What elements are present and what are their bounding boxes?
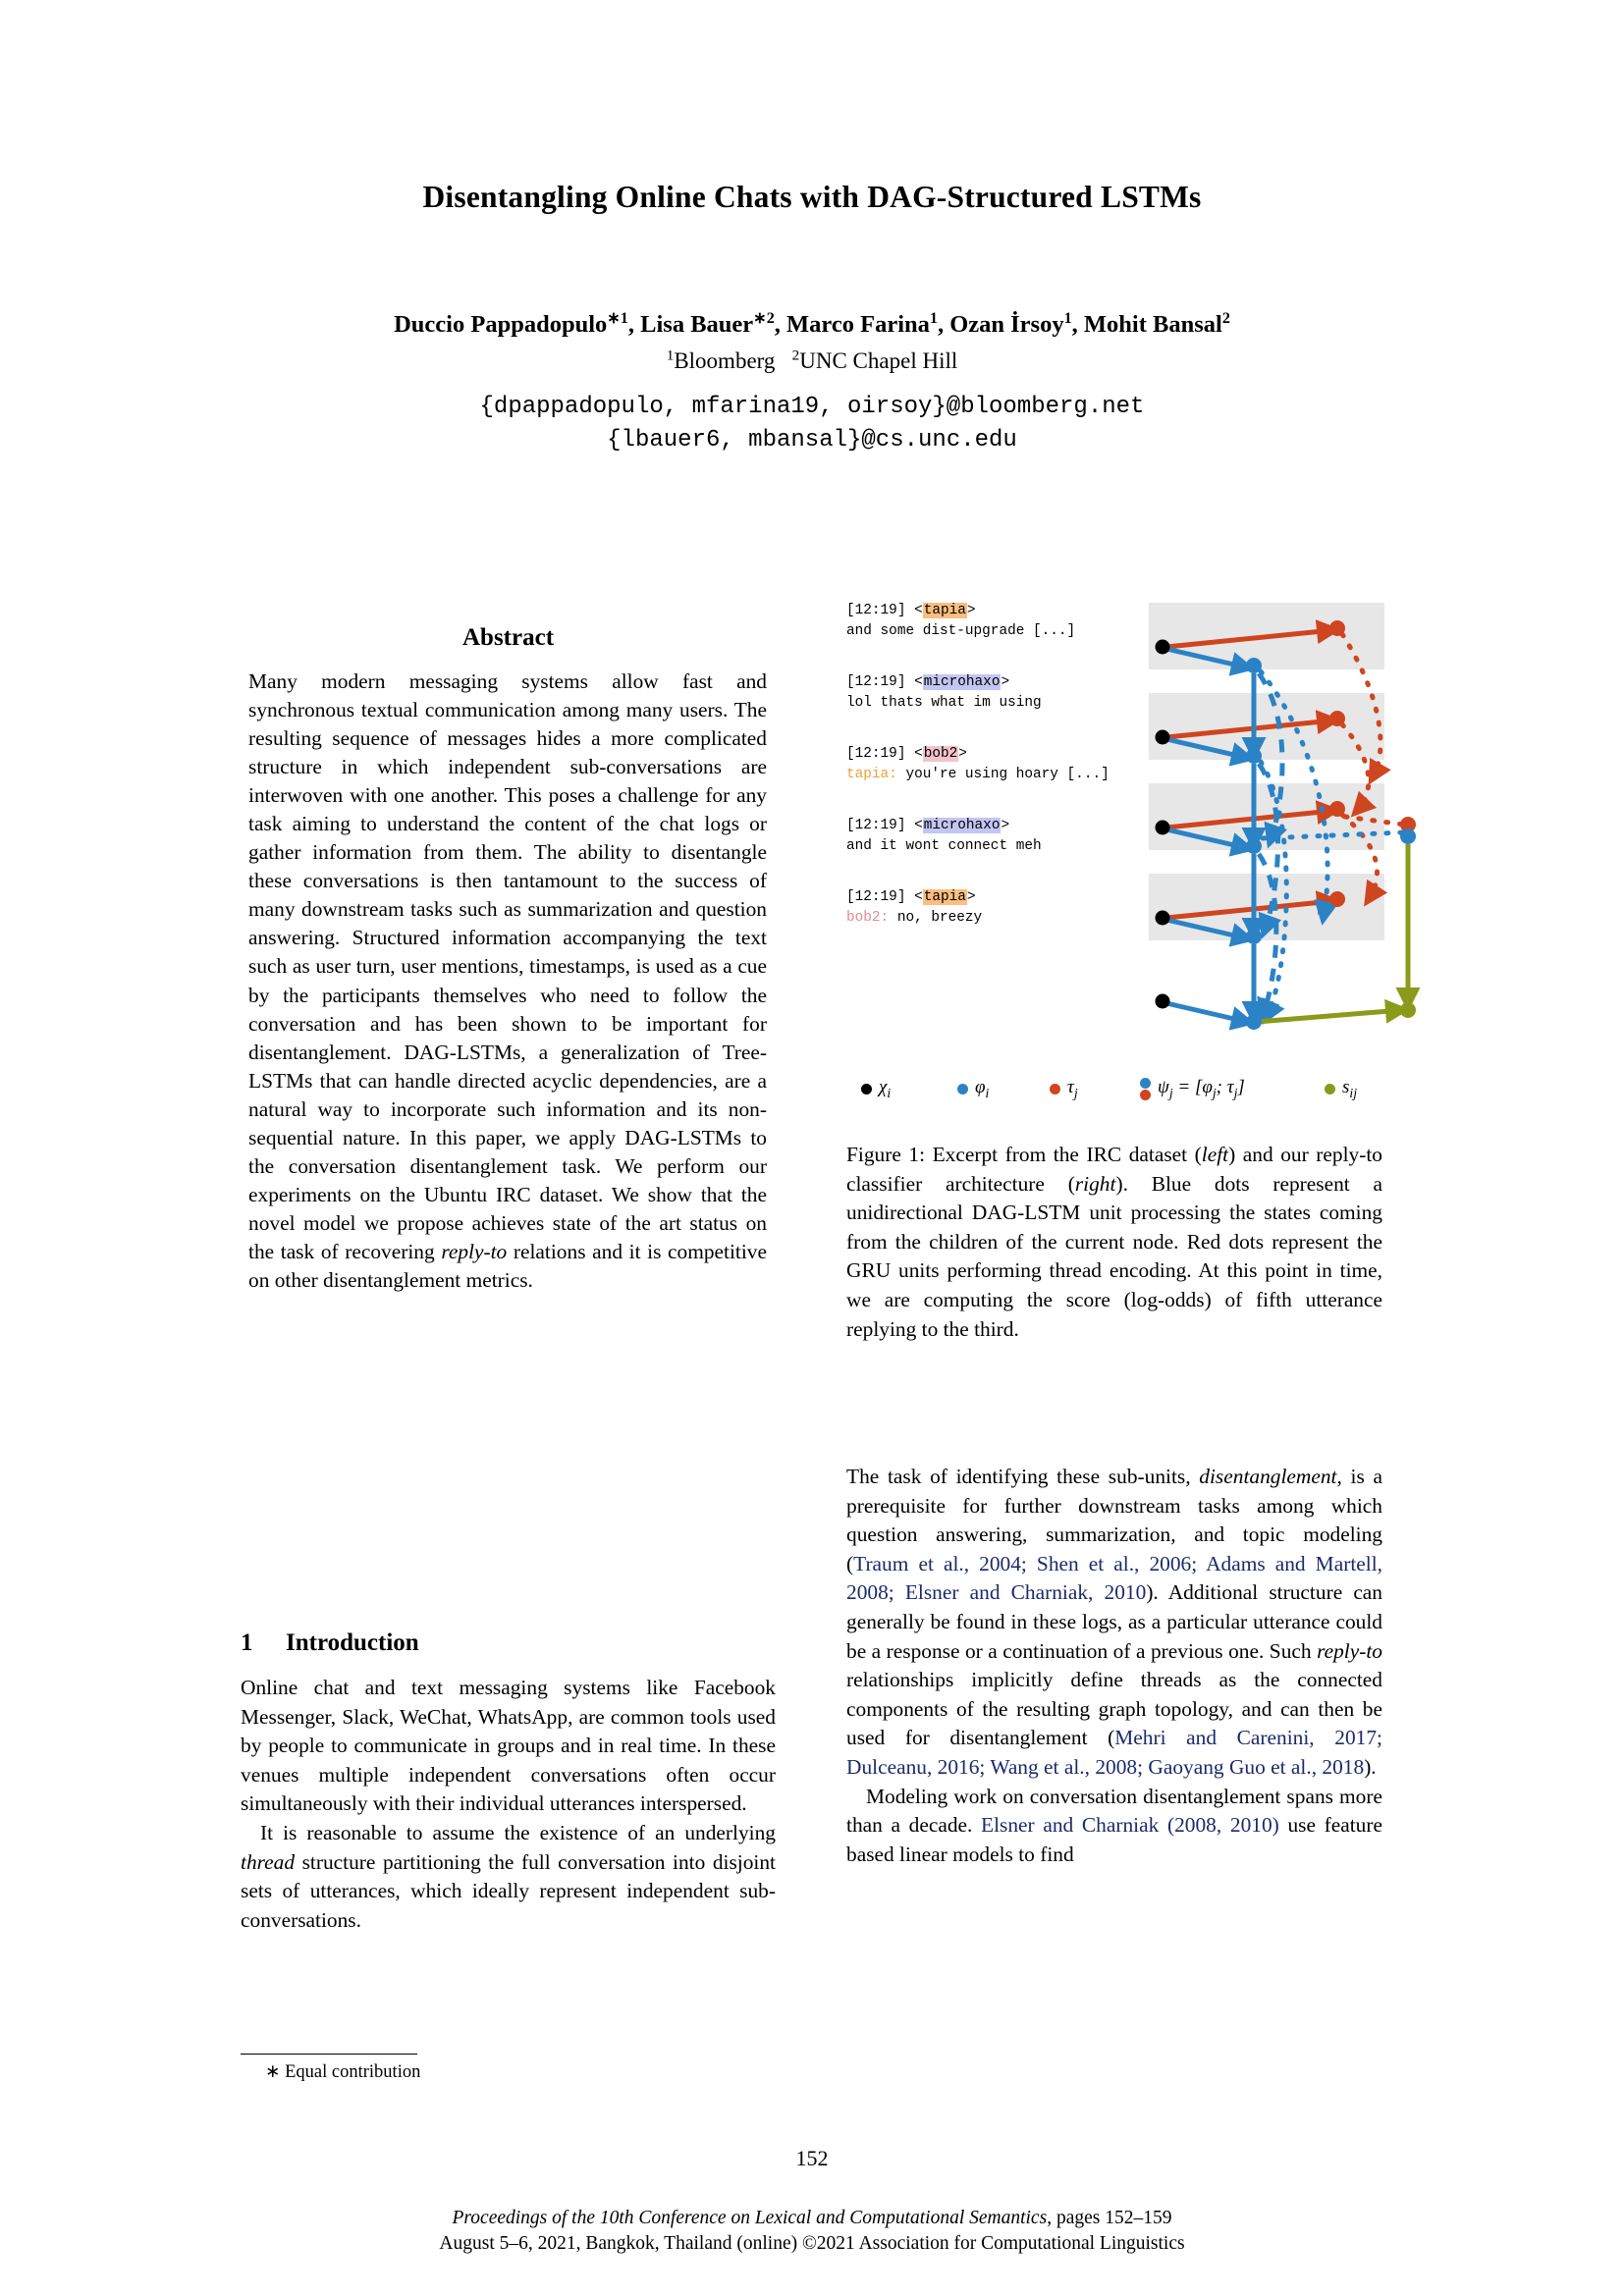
rp1-d: relationships implicitly define threads as the connected components of the resulting graph topology, and can then be used for disentanglement ( [846,1668,1382,1750]
author-5: Mohit Bansal$^2$ [1083,309,1230,338]
red-dot-icon [1050,1084,1060,1095]
timestamp-3: [12:19] [846,746,906,762]
legend-label-psi: $\psi_j = [\varphi_j$; $\tau_j$] [1158,1077,1245,1100]
rp1-a: The task of identifying these sub-units, [846,1465,1200,1488]
nickname-1: tapia [923,603,966,618]
nickname-4: microhaxo [923,818,1001,833]
proceedings-footer [0,2206,1624,2257]
affiliation-1: Bloomberg [674,348,776,373]
email-line-1: {dpappadopulo, mfarina19, oirsoy}@bloomberg.net [479,394,1145,420]
architecture-diagram [846,593,1435,1054]
citation-group-1[interactable]: Traum et al., 2004; Shen et al., 2006; Adams and Martell, 2008; Elsner and Charniak, 2010 [846,1551,1382,1605]
footnote-rule [241,2054,417,2055]
author-4: Ozan İrsoy$^1$ [949,309,1072,338]
author-2: Lisa Bauer$^{∗2}$ [640,309,775,338]
abstract-heading: Abstract [461,624,555,651]
abstract-text: Many modern messaging systems allow fast and synchronous textual communication among many users. The resulting sequence of messages hides a more complicated structure in which independent sub-conversations are interwoven with one another. This poses a challenge for any task aiming to understand the content of the chat logs or gather information from them. The ability to disentangle these conversations is then tantamount to the success of many downstream tasks such as summarization and question answering. Structured information accompanying the text such as user turn, user mentions, timestamps, is used as a cue by the participants themselves who need to follow the conversation and has been shown to be important for disentanglement. DAG-LSTMs, a generalization of Tree-LSTMs that can handle directed acyclic dependencies, are a natural way to incorporate such information and its non-sequential nature. In this paper, we apply DAG-LSTMs to the conversation disentanglement task. We perform our experiments on the Ubuntu IRC dataset. We show that the novel model we propose achieves state of the art status on the task of recovering [248,669,767,1263]
right-paragraph-1 [846,1463,1382,1783]
section-number: 1 [241,1629,253,1656]
rp1-c: ). Additional structure can generally be found in these logs, as a particular utterance could be a response or a continuation of a previous one. Such [846,1580,1382,1663]
abstract-body [248,667,767,1295]
page-title: Disentangling Online Chats with DAG-Structured LSTMs [422,180,1202,214]
chat-message-5: [12:19] <tapia> bob2: no, breezy [846,889,983,926]
footer-proceedings-title: Proceedings of the 10th Conference on Lexical and Computational Semantics [452,2208,1048,2228]
node-chi-5 [1156,994,1170,1009]
section-title: Introduction [286,1629,419,1656]
node-chi-2 [1156,730,1170,745]
figure-1 [846,601,1435,1111]
intro-p2-b: structure partitioning the full conversation into disjoint sets of utterances, which ideally represent independent sub-conversations. [241,1849,776,1932]
message-body-4: and it wont connect meh [846,838,1042,854]
footer-line-2: August 5–6, 2021, Bangkok, Thailand (online) ©2021 Association for Computational Linguistics [439,2233,1185,2254]
caption-b: ) and our reply-to classifier architecture ( [846,1143,1382,1196]
legend-label-chi: $\chi_i$ [879,1077,892,1100]
footer-pages: , pages 152–159 [1047,2208,1172,2228]
email-block [0,391,1624,457]
node-phi-1 [1246,658,1262,673]
introduction-body [241,1674,776,1935]
node-phi-5 [1246,1014,1262,1030]
chat-message-3: [12:19] <bob2> tapia: you're using hoary [...] [846,746,1110,782]
node-tau-1 [1329,620,1345,636]
node-tau-2 [1329,711,1345,726]
caption-c: ). Blue dots represent a unidirectional DAG-LSTM unit processing the states coming from the children of the current node. Red dots represent the GRU units performing thread encoding. At this point in time, we are computing the score (log-odds) of fifth utterance replying to the third. [846,1171,1382,1341]
stacked-dots-icon [1140,1078,1151,1100]
node-score-sij [1400,1002,1416,1018]
node-phi-4 [1246,929,1262,944]
rp1-italic-reply-to: reply-to [1317,1638,1382,1663]
message-body-1: and some dist-upgrade [...] [846,623,1076,639]
author-list: Duccio Pappadopulo$^{∗1}$, Lisa Bauer$^{∗2}$, Marco Farina$^1$, Ozan İrsoy$^1$, Mohit Bansal$^2$ [394,309,1230,338]
abstract-italic-reply-to: reply-to [441,1239,508,1263]
legend-item-tau [1050,1077,1078,1101]
right-paragraph-2 [846,1783,1382,1870]
node-chi-3 [1156,821,1170,835]
blue-dot-icon [957,1084,968,1095]
thread-state-edges-dotted [1342,634,1380,899]
author-1: Duccio Pappadopulo$^{∗1}$ [394,309,628,338]
mention-5: bob2: [846,910,890,926]
timestamp-2: [12:19] [846,674,906,690]
caption-a: Figure 1: Excerpt from the IRC dataset ( [846,1143,1202,1166]
author-3: Marco Farina$^1$ [786,309,938,338]
rp1-e: ). [1364,1754,1377,1779]
page-number: 152 [795,2146,829,2170]
intro-p2-a: It is reasonable to assume the existence of an underlying [260,1820,776,1844]
message-body-2: lol thats what im using [846,695,1042,711]
message-body-5: no, breezy [889,910,983,926]
citation-elsner-charniak[interactable]: Elsner and Charniak [981,1813,1160,1838]
node-phi-3 [1246,838,1262,854]
rp2-a: Modeling work on conversation disentanglement spans more than a decade. [846,1784,1382,1838]
rp1-italic-disentanglement: disentanglement [1199,1465,1337,1488]
chat-message-4: [12:19] <microhaxo> and it wont connect meh [846,818,1042,854]
footer-line-1 [0,2206,1624,2231]
rp2-b: use feature based linear models to find [846,1813,1382,1866]
nickname-2: microhaxo [923,674,1001,690]
node-phi-2 [1246,748,1262,764]
legend-item-psi [1140,1077,1245,1101]
legend-item-chi [861,1077,891,1101]
rp1-b: , is a prerequisite for further downstream tasks among which question answering, summarization, and topic modeling ( [846,1465,1382,1575]
olive-dot-icon [1325,1084,1335,1095]
intro-paragraph-1: Online chat and text messaging systems like Facebook Messenger, Slack, WeChat, WhatsApp, are common tools used by people to communicate in groups and in real time. In these venues multiple independent conversations often occur simultaneously with their individual utterances interspersed. [241,1676,776,1816]
black-dot-icon [861,1084,872,1095]
email-line-2: {lbauer6, mbansal}@cs.unc.edu [607,427,1017,454]
chat-message-1: [12:19] <tapia> and some dist-upgrade [...] [846,603,1076,639]
figure-1-caption [846,1141,1382,1344]
legend-item-sij [1325,1077,1357,1101]
timestamp-5: [12:19] [846,889,906,905]
node-tau-3 [1329,801,1345,817]
node-chi-1 [1156,640,1170,655]
node-chi-4 [1156,911,1170,926]
timestamp-1: [12:19] [846,603,906,618]
nickname-5: tapia [923,889,966,905]
caption-italic-right: right [1074,1171,1116,1196]
mention-3: tapia: [846,767,897,782]
chat-message-2: [12:19] <microhaxo> lol thats what im using [846,674,1042,711]
intro-p2-italic-thread: thread [241,1849,296,1874]
legend-label-sij: $s_{ij}$ [1342,1077,1358,1100]
citation-elsner-years[interactable]: (2008, 2010) [1166,1813,1279,1838]
timestamp-4: [12:19] [846,818,906,833]
section-heading-introduction [241,1629,776,1657]
intro-paragraph-2 [241,1819,776,1935]
footnote-equal-contribution: ∗ Equal contribution [265,2062,421,2082]
abstract-text-tail: relations and it is competitive on other disentanglement metrics. [248,1239,767,1292]
affiliations: $^1$Bloomberg $^2$UNC Chapel Hill [666,347,958,373]
node-tau-4 [1329,891,1345,907]
legend-item-phi [957,1077,989,1101]
right-column-body [846,1463,1382,1869]
affiliation-2: UNC Chapel Hill [799,348,958,373]
legend-label-tau: $\tau_j$ [1067,1077,1078,1100]
figure-legend [851,1077,1440,1110]
caption-italic-left: left [1201,1143,1229,1166]
node-psi-phi [1400,828,1416,844]
message-body-3: you're using hoary [...] [896,767,1110,782]
legend-label-phi: $\varphi_i$ [975,1077,990,1100]
nickname-3: bob2 [923,746,958,762]
citation-group-2[interactable]: Mehri and Carenini, 2017; Dulceanu, 2016; Wang et al., 2008; Gaoyang Guo et al., 2018 [846,1726,1382,1779]
